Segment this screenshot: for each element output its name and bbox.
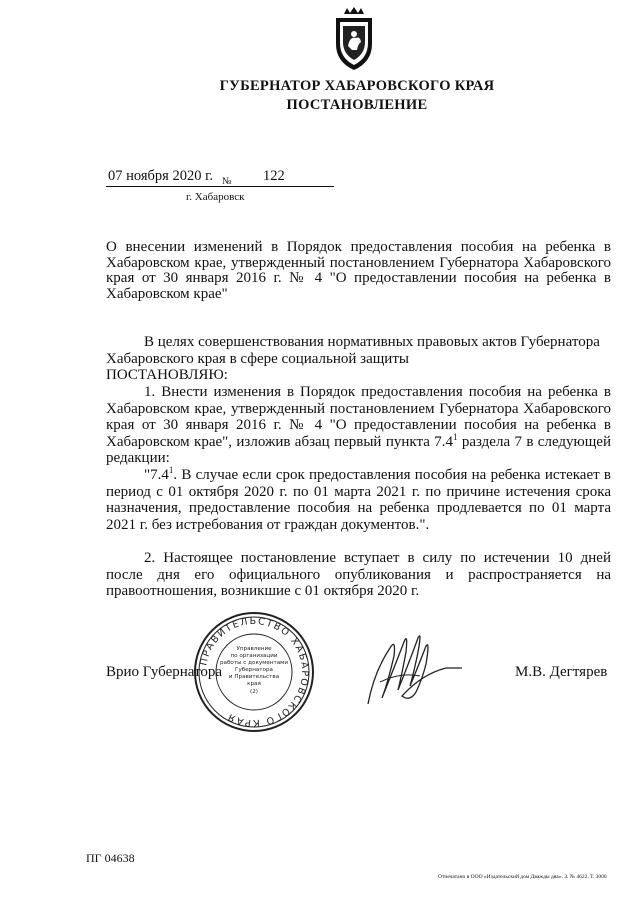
item-1-text-a: 1. Внести изменения в Порядок предоставления пособия на ребенка в Хабаровском крае, утвержденный постановлением Губернатора Хабаровского края от 30 января 2016 г. № 4 "О предоставлении пособия на ребенка в Хабаровском крае", изложив абзац первый пункта 7.4 — [106, 384, 611, 450]
coat-of-arms-icon — [330, 6, 378, 74]
decree-word: ПОСТАНОВЛЯЮ: — [106, 367, 228, 383]
svg-text:работы с документами: работы с документами — [220, 660, 288, 666]
clause-7-4-text-b: . В случае если срок предоставления пособия на ребенка истекает в период с 01 октября 2020 г. по 01 марта 2021 г. по причине истечения срока назначения, предоставление пособия на ребенка продлевается по 01 марта 2021 г. без истребования от граждан документов.". — [106, 467, 611, 533]
signature-icon — [360, 612, 472, 712]
number-sign: № — [222, 176, 232, 187]
preamble-paragraph: В целях совершенствования нормативных правовых актов Губернатора Хабаровского края в сфере социальной защиты — [106, 334, 600, 367]
svg-text:края: края — [247, 681, 261, 687]
form-code: ПГ 04638 — [86, 851, 135, 865]
document-number: 122 — [263, 168, 285, 184]
svg-text:Управление: Управление — [236, 646, 272, 652]
svg-text:по организации: по организации — [230, 653, 278, 659]
coat-of-arms-emblem — [330, 6, 378, 74]
document-city: г. Хабаровск — [186, 191, 245, 203]
document-date: 07 ноября 2020 г. — [108, 168, 214, 184]
svg-text:ПРАВИТЕЛЬСТВО ХАБАРОВСКОГО КРА: ПРАВИТЕЛЬСТВО ХАБАРОВСКОГО КРАЯ — [198, 615, 311, 729]
signatory-name: М.В. Дегтярев — [515, 664, 608, 680]
stamp-icon — [192, 610, 316, 734]
printer-note: Отпечатано в ООО «Издательский дом Дважды два». З. № 4622. Т. 3000 — [438, 874, 607, 880]
signatory-position: Врио Губернатора — [106, 664, 223, 680]
item-1-paragraph — [106, 384, 611, 467]
document-type: ПОСТАНОВЛЕНИЕ — [286, 97, 428, 113]
svg-text:Губернатора: Губернатора — [235, 667, 273, 673]
date-underline — [106, 186, 334, 187]
svg-text:(2): (2) — [250, 689, 258, 695]
svg-text:и Правительства: и Правительства — [228, 674, 280, 680]
item-2-paragraph: 2. Настоящее постановление вступает в силу по истечении 10 дней после дня его официального опубликования и распространяется на правоотношения, возникшие с 01 октября 2020 г. — [106, 550, 611, 599]
clause-7-4-superscript: 1 — [168, 465, 174, 475]
clause-7-4-text-a: "7.4 — [144, 467, 169, 483]
clause-7-4-paragraph — [106, 467, 611, 533]
item-1-text-b: раздела 7 в следующей редакции: — [106, 433, 611, 466]
item-1-superscript: 1 — [452, 431, 458, 442]
handwritten-signature — [360, 612, 472, 712]
document-subject: О внесении изменений в Порядок предоставления пособия на ребенка в Хабаровском крае, утвержденный постановлением Губернатора Хабаровского края от 30 января 2016 г. № 4 "О предоставлении пособия на ребенка в Хабаровском крае" — [106, 239, 611, 302]
issuing-authority: ГУБЕРНАТОР ХАБАРОВСКОГО КРАЯ — [219, 78, 495, 94]
official-seal — [192, 610, 316, 734]
